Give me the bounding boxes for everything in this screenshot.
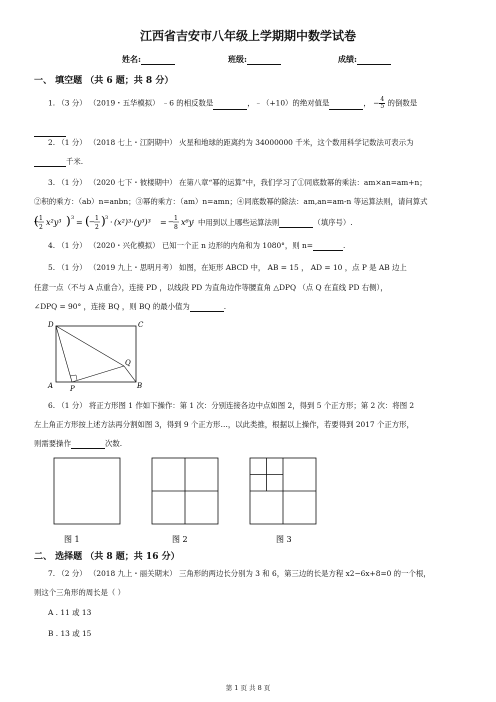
section2-header: 二、 选择题 （共 8 题；共 16 分） [34,552,180,562]
q2-blank [34,157,66,167]
q5-line-qb [124,366,136,382]
q3-end: （填序号）. [313,218,353,227]
q5-line-dq [56,326,124,366]
score-blank [357,64,391,65]
question-3-line1: 3. （1 分） （2020 七下・彼楼期中） 在第八章“幂的运算”中，我们学习了①同底数幂的乘法：am×an=am+n； [48,178,427,187]
fig1-caption: 图 1 [64,535,80,544]
name-field [122,54,175,65]
svg-text:1: 1 [174,215,178,222]
svg-text:−: − [34,218,39,226]
q1-fraction [379,97,385,110]
question-1 [48,97,417,110]
q3-tail: 中用到以上哪些运算法则 [198,218,280,227]
svg-text:−: − [89,218,95,226]
q4-text: 4. （1 分） （2020・兴化模拟） 已知一个正 n 边形的内角和为 1080°，则 n= [48,241,313,250]
q5-line-pq [72,366,124,382]
q5-blank [190,302,227,312]
q1-text-a: 1. （3 分） （2019・五华模拟） ﹣6 的相反数是 [48,98,214,108]
svg-text:−: − [168,218,174,226]
q5-label-d: D [48,321,54,329]
q1-blank-1 [213,109,247,110]
question-2-line1: 2. （1 分） （2018 七上・江阴期中） 火星和地球的距离约为 34000000 千米，这个数用科学记数法可表示为 [48,138,414,147]
svg-text:2: 2 [95,224,99,231]
score-field [338,54,391,65]
q5-label-a: A [48,382,54,390]
svg-text:2: 2 [39,224,43,231]
svg-text:·: · [110,218,113,227]
q5-label-c: C [138,321,144,329]
q6-text-b: 次数. [104,439,123,448]
svg-text:(: ( [85,214,90,228]
q6-figures [40,456,320,548]
page-title: 江西省吉安市八年级上学期期中数学试卷 [139,29,356,43]
question-3-line3 [198,217,353,228]
svg-text:8: 8 [174,224,178,231]
question-5-line3 [34,301,226,312]
question-5-line1: 5. （1 分） （2019 九上・思明月考） 如图，在矩形 ABCD 中， AB = 15 ， AD = 10 ，点 P 是 AB 边上 [48,263,407,272]
name-label: 姓名: [122,54,141,64]
question-7-line1: 7. （2 分） （2018 九上・丽关期末） 三角形的两边长分别为 3 和 6，第三边的长是方程 x2−6x+8=0 的一个根， [48,569,431,578]
svg-text:1: 1 [39,215,43,222]
q1-text-b: ，﹣（+10）的绝对值是 [247,98,330,108]
q4-end: . [342,241,346,250]
fig2-square [152,458,218,524]
q5-label-b: B [137,382,143,390]
page-footer: 第 1 页 共 8 页 [225,684,271,692]
score-label: 成绩: [338,54,357,64]
question-7-line2: 则这个三角形的周长是（ ） [34,588,126,597]
svg-text:x²y³: x²y³ [46,218,62,227]
svg-text:3: 3 [105,215,109,221]
svg-text:(x²)³·(y³)³: (x²)³·(y³)³ [114,218,151,227]
svg-text:x⁶y⁹: x⁶y [181,218,194,227]
q3-blank [279,218,313,228]
q1-blank-3-line [34,127,66,137]
q1-frac-num: 4 [380,96,385,103]
section1-header: 一、 填空题 （共 6 题；共 8 分） [34,76,174,86]
q2-tail: 千米. [66,157,84,166]
q5-line3-text: ∠DPQ = 90° ，连接 BQ ，则 BQ 的最小值为 [34,302,190,311]
question-2-line2 [34,156,83,167]
svg-text:=: = [76,218,83,227]
q5-rectangle [56,326,136,382]
fig2-caption: 图 2 [172,535,188,544]
fig3-square [250,458,316,524]
class-blank [247,64,281,65]
q1-minus: − [373,98,380,108]
fig1-square [54,458,120,524]
svg-text:): ) [66,214,71,228]
q1-blank-2 [329,109,363,110]
q5-label-p: P [70,385,75,392]
svg-text:): ) [101,214,106,228]
q1-frac-den: 5 [380,103,385,110]
q5-line-dp [56,326,72,382]
question-4 [48,240,345,251]
question-6-line3 [34,438,122,449]
fig3-caption: 图 3 [276,535,292,544]
q3-formula-image [34,210,194,232]
q1-text-d: 的倒数是 [387,98,418,108]
question-5-line2: 任意一点（不与 A 点重合），连接 PD ，以线段 PD 为直角边作等腰直角 △DPQ （点 Q 在直线 PD 右侧）， [34,283,388,292]
class-field [228,54,281,65]
q1-blank-3 [34,118,66,137]
question-3-line2: ②积的乘方：（ab）n=anbn；③幂的乘方：（am）n=amn；④同底数幂的除法：am,an=am-n 等运算法则，请问算式 [34,197,428,206]
svg-text:=: = [160,218,167,227]
question-6-line2: 左上角正方形按上述方法再分割如图 3，得到 9 个正方形…，以此类推，根据以上操作，若要得到 2017 个正方形， [34,420,414,429]
svg-text:3: 3 [71,215,75,221]
q5-figure [44,318,148,392]
q7-option-a[interactable]: A . 11 或 13 [48,608,92,617]
q4-blank [313,241,346,251]
q1-text-c: ， [363,98,371,108]
svg-text:1: 1 [95,215,99,222]
svg-text:(: ( [34,214,39,228]
q5-end: . [223,302,227,311]
class-label: 班级: [228,54,247,64]
q7-option-b[interactable]: B . 13 或 15 [48,629,92,638]
q6-blank [71,439,105,449]
q3-formula [34,210,194,236]
q5-label-q: Q [125,359,131,367]
question-6-line1: 6. （1 分） 将正方形图 1 作如下操作：第 1 次：分别连接各边中点如图 2，得到 5 个正方形；第 2 次：将图 2 [48,401,415,410]
q6-text-a: 则需要操作 [34,439,71,448]
name-blank [141,64,175,65]
